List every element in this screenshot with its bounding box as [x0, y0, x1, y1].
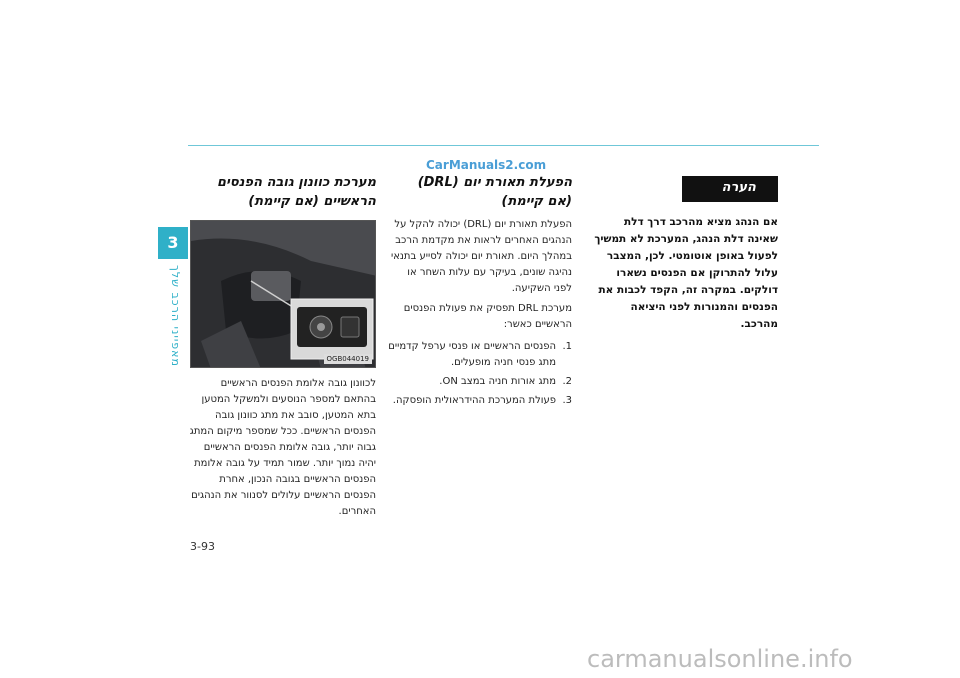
list-item-text: הפנסים הראשיים או פנסי ערפל קדמיים מתג פנסי חניה מופעלים. [388, 341, 556, 368]
header-rule [188, 145, 819, 146]
headlight-leveling-heading-1: מערכת כוונון גובה הפנסים [216, 175, 376, 190]
list-item-number: 2. [562, 376, 572, 387]
note-badge [682, 176, 778, 202]
headlight-leveling-heading-2: הראשיים (אם קיימת) [248, 194, 376, 209]
list-item-text: מתג אורות חניה במצב ON. [439, 376, 556, 387]
drl-heading-1: הפעלת תאורת יום (DRL) [417, 175, 572, 190]
drl-heading-2: (אם קיימת) [501, 194, 572, 209]
list-item-number: 1. [562, 341, 572, 352]
chapter-number-tab: 3 [158, 227, 188, 259]
drl-section [386, 173, 572, 412]
dashboard-illustration [191, 221, 376, 368]
drl-paragraph-2: מערכת DRL תפסיק את פעולת הפנסים הראשיים כאשר: [403, 303, 572, 330]
list-item [386, 339, 572, 371]
photo-code: OGB044019 [324, 354, 372, 364]
headlight-leveling-paragraph: לכוונון גובה אלומת הפנסים הראשיים בהתאם למספר הנוסעים ולמשקל המטען בתא המטען, סובב את מתג כוונון גובה הפנסים הראשיים. ככל שמספר מיקום המתג גבוה יותר, גובה אלומת הפנסים הראשיים יהיה נמוך יותר. שמור תמיד על גובה אלומת הפנסים הראשיים בגובה הנכון, אחרת הפנסים הראשיים עלולים לסנוור את הנהגים האחרים. [189, 378, 376, 517]
headlight-leveling-section [188, 173, 376, 520]
watermark-top: CarManuals2.com [426, 158, 547, 172]
note-text: אם הנהג מציא מהרכב דרך דלת שאינה דלת הנהג, המערכת לא תמשיך לפעול באופן אוטומטי. לכן, המצבר עלול להתרוקן אם הפנסים נשארו דולקים. במקרה זה, הקפד לכבות את הפנסים והמנורות לפני היציאה מהרכב. [594, 216, 778, 330]
list-item-text: פעולת המערכת ההידראולית הופסקה. [392, 395, 556, 406]
note-badge-label: הערה [721, 180, 756, 195]
list-item-number: 3. [562, 395, 572, 406]
watermark-bottom: carmanualsonline.info [587, 645, 853, 673]
note-section [590, 176, 778, 333]
page-number: 3-93 [190, 540, 215, 553]
drl-paragraph-1: הפעלת תאורת יום (DRL) יכולה להקל על הנהגים האחרים לראות את מקדמת הרכב במהלך היום. תאורת יום יכולה לסייע בתנאי נהיגה שונים, בעיקר עם עלות השחר או לפני השקיעה. [391, 219, 572, 294]
chapter-side-label: מאפייני הרכב שלך [169, 265, 182, 367]
list-item [386, 393, 572, 409]
leveling-switch-photo [190, 220, 376, 368]
list-item [386, 374, 572, 390]
drl-conditions-list [386, 339, 572, 409]
